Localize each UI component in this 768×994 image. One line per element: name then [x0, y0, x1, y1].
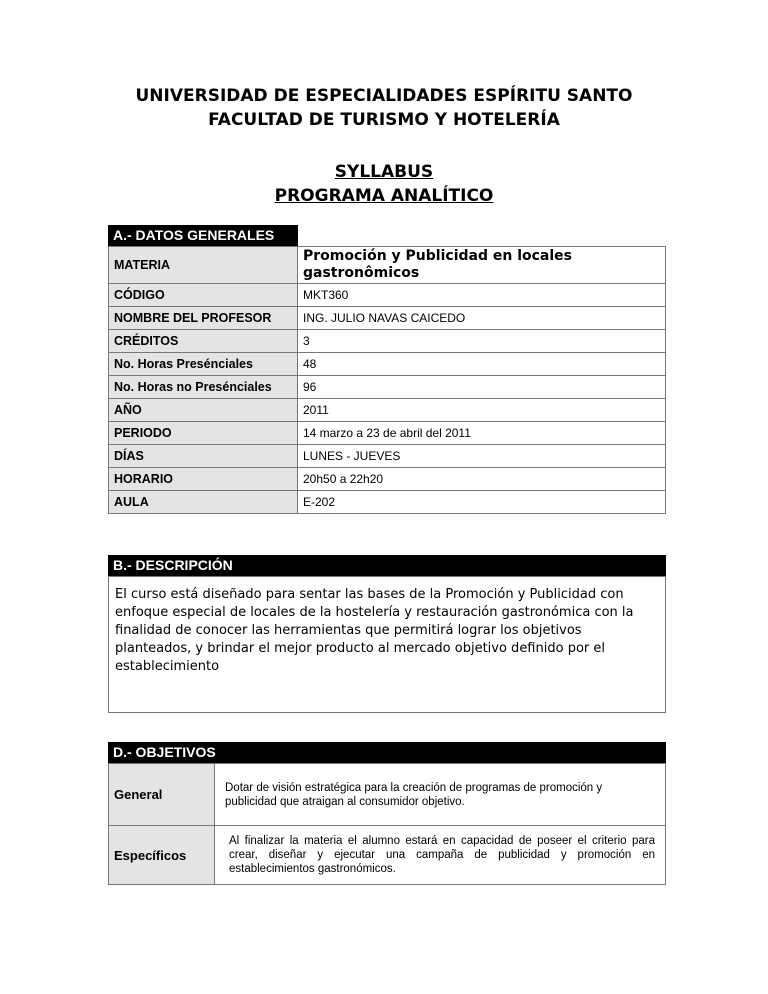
section-a-title: A.- DATOS GENERALES [108, 225, 298, 246]
row-value: E-202 [298, 491, 666, 514]
table-row [109, 330, 666, 353]
description-text: El curso está diseñado para sentar las bases de la Promoción y Publicidad con enfoque especial de locales de la hostelería y restauración gastronómica con la finalidad de conocer las herramientas que permitirá lograr los objetivos planteados, y brindar el mejor producto al mercado objetivo definido por el establecimiento [108, 576, 666, 713]
table-row [109, 422, 666, 445]
section-d-title: D.- OBJETIVOS [108, 742, 666, 763]
row-label: PERIODO [109, 422, 298, 445]
syllabus-title: SYLLABUS [334, 162, 434, 182]
row-value: MKT360 [298, 284, 666, 307]
table-row [109, 826, 666, 885]
objetivos-table [108, 763, 666, 885]
table-row [109, 353, 666, 376]
row-label: CÓDIGO [109, 284, 298, 307]
row-value: ING. JULIO NAVAS CAICEDO [298, 307, 666, 330]
table-row [109, 491, 666, 514]
section-objetivos [108, 742, 666, 885]
table-row [109, 307, 666, 330]
row-label: No. Horas Presénciales [109, 353, 298, 376]
specific-objective: Al finalizar la materia el alumno estará en capacidad de poseer el criterio para crear, diseñar y ejecutar una campaña de publicidad y promoción en establecimientos gastronómicos. [215, 826, 666, 885]
row-label: AULA [109, 491, 298, 514]
row-label: No. Horas no Presénciales [109, 376, 298, 399]
row-label: AÑO [109, 399, 298, 422]
section-b-title: B.- DESCRIPCIÓN [108, 555, 666, 576]
row-value: 20h50 a 22h20 [298, 468, 666, 491]
table-row [109, 399, 666, 422]
university-name: UNIVERSIDAD DE ESPECIALIDADES ESPÍRITU SANTO [135, 86, 633, 106]
section-datos-generales [108, 225, 666, 514]
table-row [109, 247, 666, 284]
table-row [109, 445, 666, 468]
table-row [109, 468, 666, 491]
row-label: MATERIA [109, 247, 298, 284]
row-value: LUNES - JUEVES [298, 445, 666, 468]
datos-generales-table [108, 246, 666, 514]
general-label: General [109, 764, 215, 826]
row-label: DÍAS [109, 445, 298, 468]
table-row [109, 376, 666, 399]
doc-subtitle [0, 186, 768, 206]
materia-value: Promoción y Publicidad en locales gastronômicos [298, 247, 666, 284]
specific-label: Específicos [109, 826, 215, 885]
row-label: NOMBRE DEL PROFESOR [109, 307, 298, 330]
programa-title: PROGRAMA ANALÍTICO [274, 186, 494, 206]
general-objective: Dotar de visión estratégica para la creación de programas de promoción y publicidad que atraigan al consumidor objetivo. [215, 764, 666, 826]
row-value: 3 [298, 330, 666, 353]
table-row [109, 764, 666, 826]
row-label: CRÉDITOS [109, 330, 298, 353]
doc-type [0, 162, 768, 182]
row-value: 14 marzo a 23 de abril del 2011 [298, 422, 666, 445]
row-value: 2011 [298, 399, 666, 422]
table-row [109, 284, 666, 307]
row-label: HORARIO [109, 468, 298, 491]
row-value: 48 [298, 353, 666, 376]
row-value: 96 [298, 376, 666, 399]
section-descripcion [108, 555, 666, 713]
faculty-name: FACULTAD DE TURISMO Y HOTELERÍA [208, 110, 560, 130]
